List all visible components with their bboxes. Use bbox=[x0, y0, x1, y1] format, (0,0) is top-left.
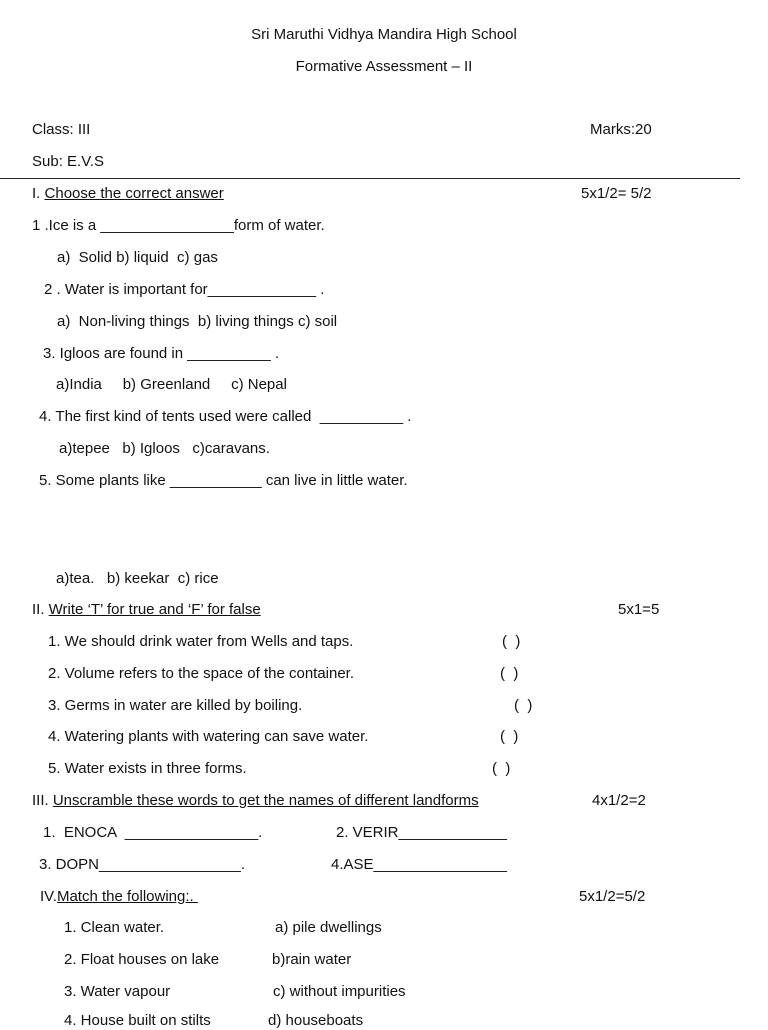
section4-marks: 5x1/2=5/2 bbox=[579, 888, 646, 905]
true-false-bracket-3[interactable]: ( ) bbox=[514, 697, 533, 714]
class-label: Class: III bbox=[32, 121, 91, 138]
true-false-bracket-1[interactable]: ( ) bbox=[502, 633, 521, 650]
true-false-item-2: 2. Volume refers to the space of the container. bbox=[48, 665, 355, 682]
question-5-options: a)tea. b) keekar c) rice bbox=[56, 570, 219, 587]
true-false-bracket-5[interactable]: ( ) bbox=[492, 760, 511, 777]
match-right-3: c) without impurities bbox=[273, 983, 406, 1000]
section2-number: II. bbox=[32, 601, 49, 618]
question-5: 5. Some plants like ___________ can live in little water. bbox=[39, 472, 408, 489]
match-left-2: 2. Float houses on lake bbox=[64, 951, 220, 968]
scramble-word-4: 4.ASE________________ bbox=[331, 856, 508, 873]
match-right-2: b)rain water bbox=[272, 951, 352, 968]
exam-title: Formative Assessment – II bbox=[295, 58, 473, 75]
true-false-bracket-2[interactable]: ( ) bbox=[500, 665, 519, 682]
subject-label: Sub: E.V.S bbox=[32, 153, 104, 170]
section3-marks: 4x1/2=2 bbox=[592, 792, 646, 809]
question-4-options: a)tepee b) Igloos c)caravans. bbox=[59, 440, 270, 457]
section3-heading bbox=[32, 792, 479, 810]
header-divider bbox=[0, 178, 740, 179]
true-false-item-4: 4. Watering plants with watering can save water. bbox=[48, 728, 369, 745]
match-right-4: d) houseboats bbox=[268, 1012, 364, 1029]
question-2: 2 . Water is important for_____________ . bbox=[44, 281, 325, 298]
question-4: 4. The first kind of tents used were called __________ . bbox=[39, 408, 412, 425]
section2-title: Write ‘T’ for true and ‘F’ for false bbox=[48, 601, 261, 618]
match-left-4: 4. House built on stilts bbox=[64, 1012, 211, 1029]
question-3-options: a)India b) Greenland c) Nepal bbox=[56, 376, 287, 393]
section4-number: IV. bbox=[40, 888, 57, 905]
true-false-item-5: 5. Water exists in three forms. bbox=[48, 760, 247, 777]
school-name: Sri Maruthi Vidhya Mandira High School bbox=[251, 26, 517, 43]
question-1: 1 .Ice is a ________________form of water. bbox=[32, 217, 325, 234]
question-1-options: a) Solid b) liquid c) gas bbox=[57, 249, 218, 266]
section1-heading bbox=[32, 185, 224, 203]
marks-label: Marks:20 bbox=[590, 121, 652, 138]
scramble-word-3: 3. DOPN_________________. bbox=[39, 856, 246, 873]
scramble-word-2: 2. VERIR_____________ bbox=[336, 824, 507, 841]
true-false-item-3: 3. Germs in water are killed by boiling. bbox=[48, 697, 303, 714]
section3-number: III. bbox=[32, 792, 53, 809]
section4-title: Match the following:. bbox=[56, 888, 198, 905]
section3-title: Unscramble these words to get the names of different landforms bbox=[52, 792, 479, 809]
question-2-options: a) Non-living things b) living things c) soil bbox=[57, 313, 338, 330]
question-3: 3. Igloos are found in __________ . bbox=[43, 345, 280, 362]
section2-marks: 5x1=5 bbox=[618, 601, 660, 618]
section4-heading bbox=[40, 888, 198, 906]
match-left-1: 1. Clean water. bbox=[64, 919, 165, 936]
section1-title: Choose the correct answer bbox=[44, 185, 224, 202]
match-right-1: a) pile dwellings bbox=[275, 919, 382, 936]
match-left-3: 3. Water vapour bbox=[64, 983, 171, 1000]
true-false-bracket-4[interactable]: ( ) bbox=[500, 728, 519, 745]
scramble-word-1: 1. ENOCA ________________. bbox=[43, 824, 263, 841]
section2-heading bbox=[32, 601, 261, 619]
true-false-item-1: 1. We should drink water from Wells and taps. bbox=[48, 633, 354, 650]
section1-marks: 5x1/2= 5/2 bbox=[581, 185, 652, 202]
section1-number: I. bbox=[32, 185, 45, 202]
